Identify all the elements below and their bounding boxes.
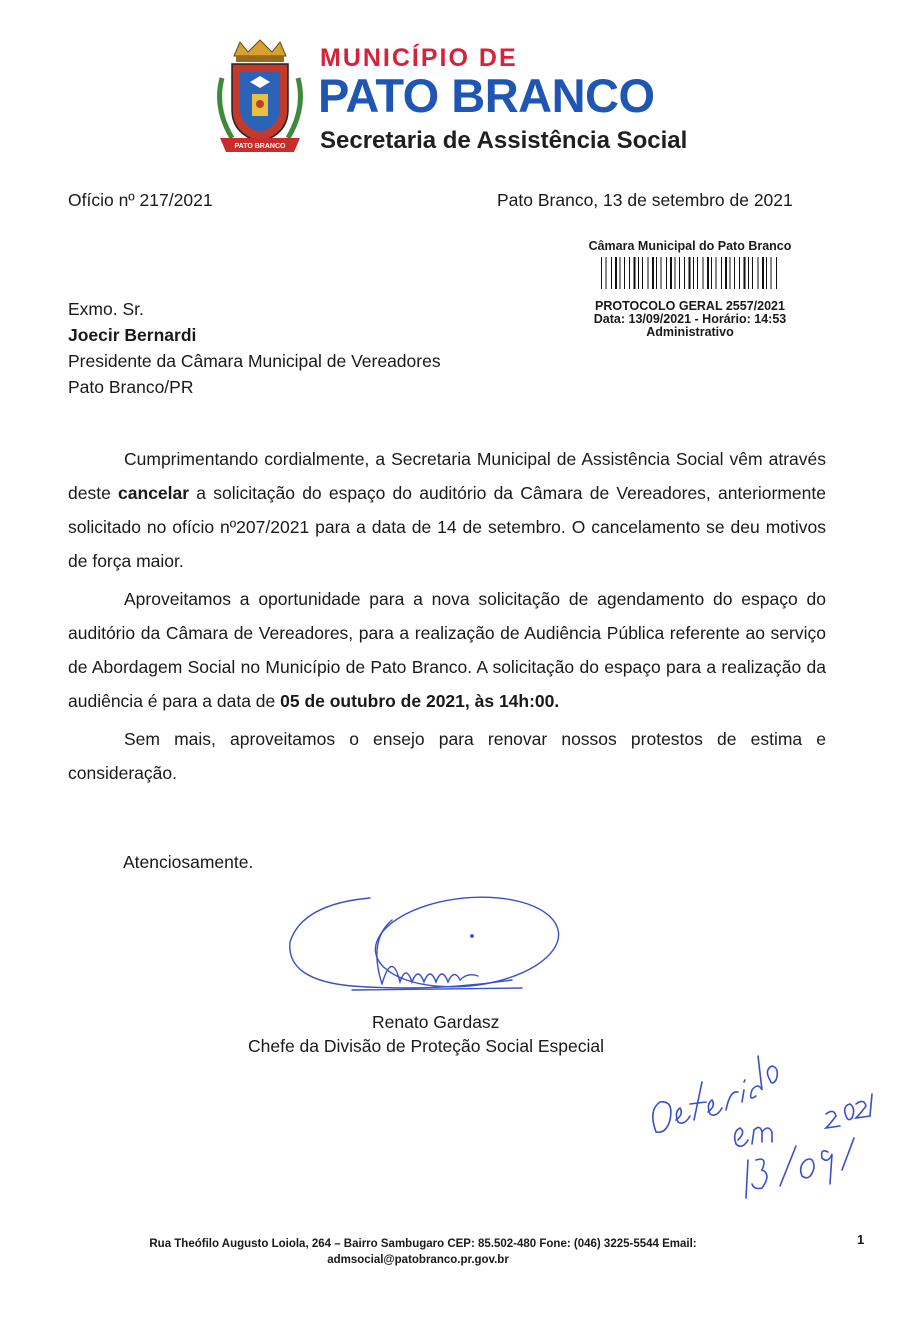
place-date: Pato Branco, 13 de setembro de 2021 [497, 190, 793, 210]
protocol-stamp [560, 240, 820, 339]
office-number: Ofício nº 217/2021 [68, 190, 213, 210]
stamp-datetime: Data: 13/09/2021 - Horário: 14:53 [593, 312, 787, 326]
header-municipality-prefix: MUNICÍPIO DE [320, 44, 518, 72]
stamp-protocol: PROTOCOLO GERAL 2557/2021 [595, 299, 785, 313]
stamp-title: Câmara Municipal do Pato Branco [588, 239, 792, 253]
body-paragraph-2: Aproveitamos a oportunidade para a nova solicitação de agendamento do espaço do auditório da Câmara de Vereadores, para a realização de Audiência Pública referente ao serviço de Abordagem Social no Município de Pato Branco. A solicitação do espaço para a realização da audiência é para a data de 05 de outubro de 2021, às 14h:00. [68, 589, 826, 711]
addressee-city: Pato Branco/PR [68, 377, 194, 397]
barcode [601, 257, 779, 289]
handwritten-approval-note [630, 1020, 880, 1210]
footer-address: Rua Theófilo Augusto Loiola, 264 – Bairro Sambugaro CEP: 85.502-480 Fone: (046) 3225-5544 Email: [149, 1238, 697, 1250]
crest-ribbon-text: PATO BRANCO [234, 143, 286, 150]
footer [0, 1236, 898, 1268]
cancel-emphasis: cancelar [118, 483, 190, 503]
addressee-name: Joecir Bernardi [68, 325, 197, 345]
signature [282, 880, 572, 1010]
addressee-salutation: Exmo. Sr. [68, 299, 144, 319]
header-municipality-name: PATO BRANCO [318, 69, 655, 122]
footer-email: admsocial@patobranco.pr.gov.br [327, 1254, 509, 1266]
header-department: Secretaria de Assistência Social [320, 127, 688, 154]
stamp-type: Administrativo [646, 325, 734, 339]
municipal-coat-of-arms [212, 38, 308, 156]
body-paragraph-3: Sem mais, aproveitamos o ensejo para renovar nossos protestos de estima e consideração. [68, 729, 826, 783]
letter-body [68, 442, 826, 790]
page-number: 1 [857, 1232, 865, 1247]
signer-role: Chefe da Divisão de Proteção Social Especial [248, 1036, 605, 1056]
closing: Atenciosamente. [123, 852, 254, 872]
addressee-title: Presidente da Câmara Municipal de Vereadores [68, 351, 441, 371]
body-paragraph-1: Cumprimentando cordialmente, a Secretaria Municipal de Assistência Social vêm através deste cancelar a solicitação do espaço do auditório da Câmara de Vereadores, anteriormente solicitado no ofício nº207/2021 para a data de 14 de setembro. O cancelamento se deu motivos de força maior. [68, 449, 826, 571]
event-date-emphasis: 05 de outubro de 2021, às 14h:00. [280, 691, 560, 711]
addressee-block [68, 296, 441, 400]
signer-name: Renato Gardasz [372, 1012, 500, 1032]
